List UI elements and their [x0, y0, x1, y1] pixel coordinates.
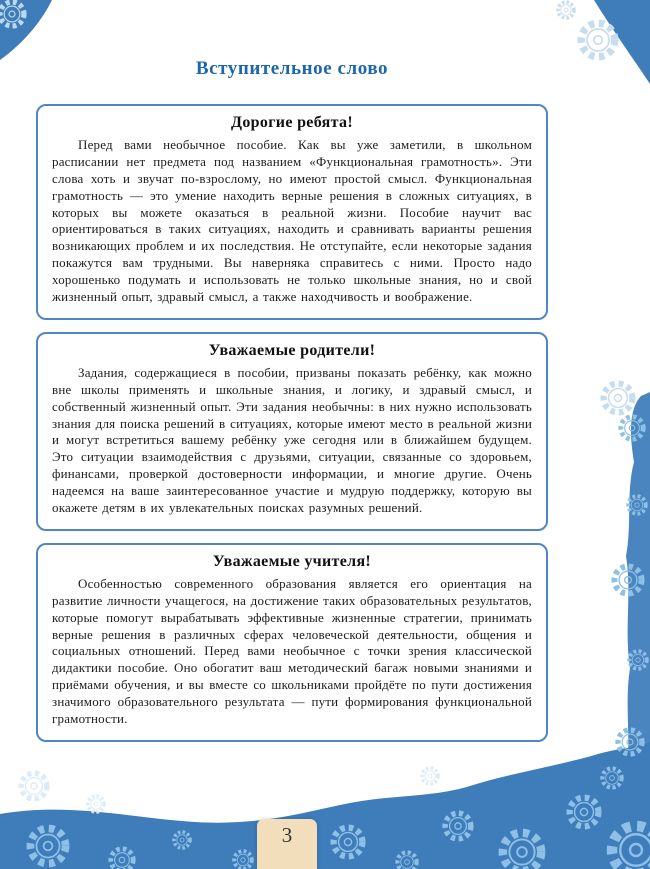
section-parents-heading: Уважаемые родители! [208, 341, 376, 359]
page-content [36, 58, 548, 754]
section-students-heading: Дорогие ребята! [231, 114, 353, 131]
gear-icon [581, 23, 615, 57]
gear-icon [558, 2, 574, 18]
section-teachers-heading: Уважаемые учителя! [212, 552, 372, 570]
section-parents-text: Задания, содержащиеся в пособии, призваны показать ребёнку, как можно вне школы применять и школьные знания, и логику, и здравый смысл, и собственный жизненный опыт. Эти задания необычны: в них нужно использовать знания для поиска решений в ситуациях, которые имеют место в реальной жизни и могут встретиться вашему ребёнку уже сегодня или в ближайшем будущем. Это ситуации взаимодействия с друзьями, ситуации, связанные со здоровьем, финансами, проверкой достоверности информации, и многие другие. Очень надеемся на ваше заинтересованное участие и мудрую поддержку, которую вы окажете детям в их увлекательных поисках разумных решений. [52, 364, 532, 516]
page-number-tab [257, 819, 317, 869]
section-teachers-text: Особенностью современного образования является его ориентация на развитие личности учащегося, на достижение таких образовательных результатов, которые помогут вырабатывать эффективные жизненные стратегии, принимать верные решения в различных сферах человеческой деятельности, общения и социальных отношений. Перед вами необычное с точки зрения классической дидактики пособие. Оно обогатит ваш методический багаж новыми знаниями и приёмами обучения, и вы вместе со школьниками пройдёте по пути достижения значимого образовательного результата — пути формирования функциональной грамотности. [52, 575, 532, 727]
gear-icon [88, 796, 104, 812]
page-number: 3 [281, 823, 293, 847]
gear-icon [604, 384, 633, 413]
corner-decoration-top-left [0, 0, 52, 60]
gear-icon [614, 566, 641, 593]
section-students [36, 104, 548, 320]
gear-icon [21, 773, 47, 799]
page-title: Вступительное слово [195, 58, 389, 79]
section-students-text: Перед вами необычное пособие. Как вы уже заметили, в школьном расписании нет предмета под названием «Функциональная грамотность». Эти слова хоть и звучат по-взрослому, но имеют простой смысл. Функциональная грамотность — это умение находить верные решения в сложных ситуациях, в которых вы можете оказаться в реальной жизни. Пособие научит вас ориентироваться в таких ситуациях, находить и сравнивать варианты решения возникающих проблем и их последствия. Не отступайте, если некоторые задания покажутся вам трудными. Вы наверняка справитесь с ними. Просто надо хорошенько подумать и использовать не только школьные знания, но и свой жизненный опыт, здравый смысл, а также находчивость и воображение. [52, 137, 532, 305]
section-teachers [36, 543, 548, 742]
section-parents [36, 332, 548, 531]
gear-icon [422, 768, 438, 784]
